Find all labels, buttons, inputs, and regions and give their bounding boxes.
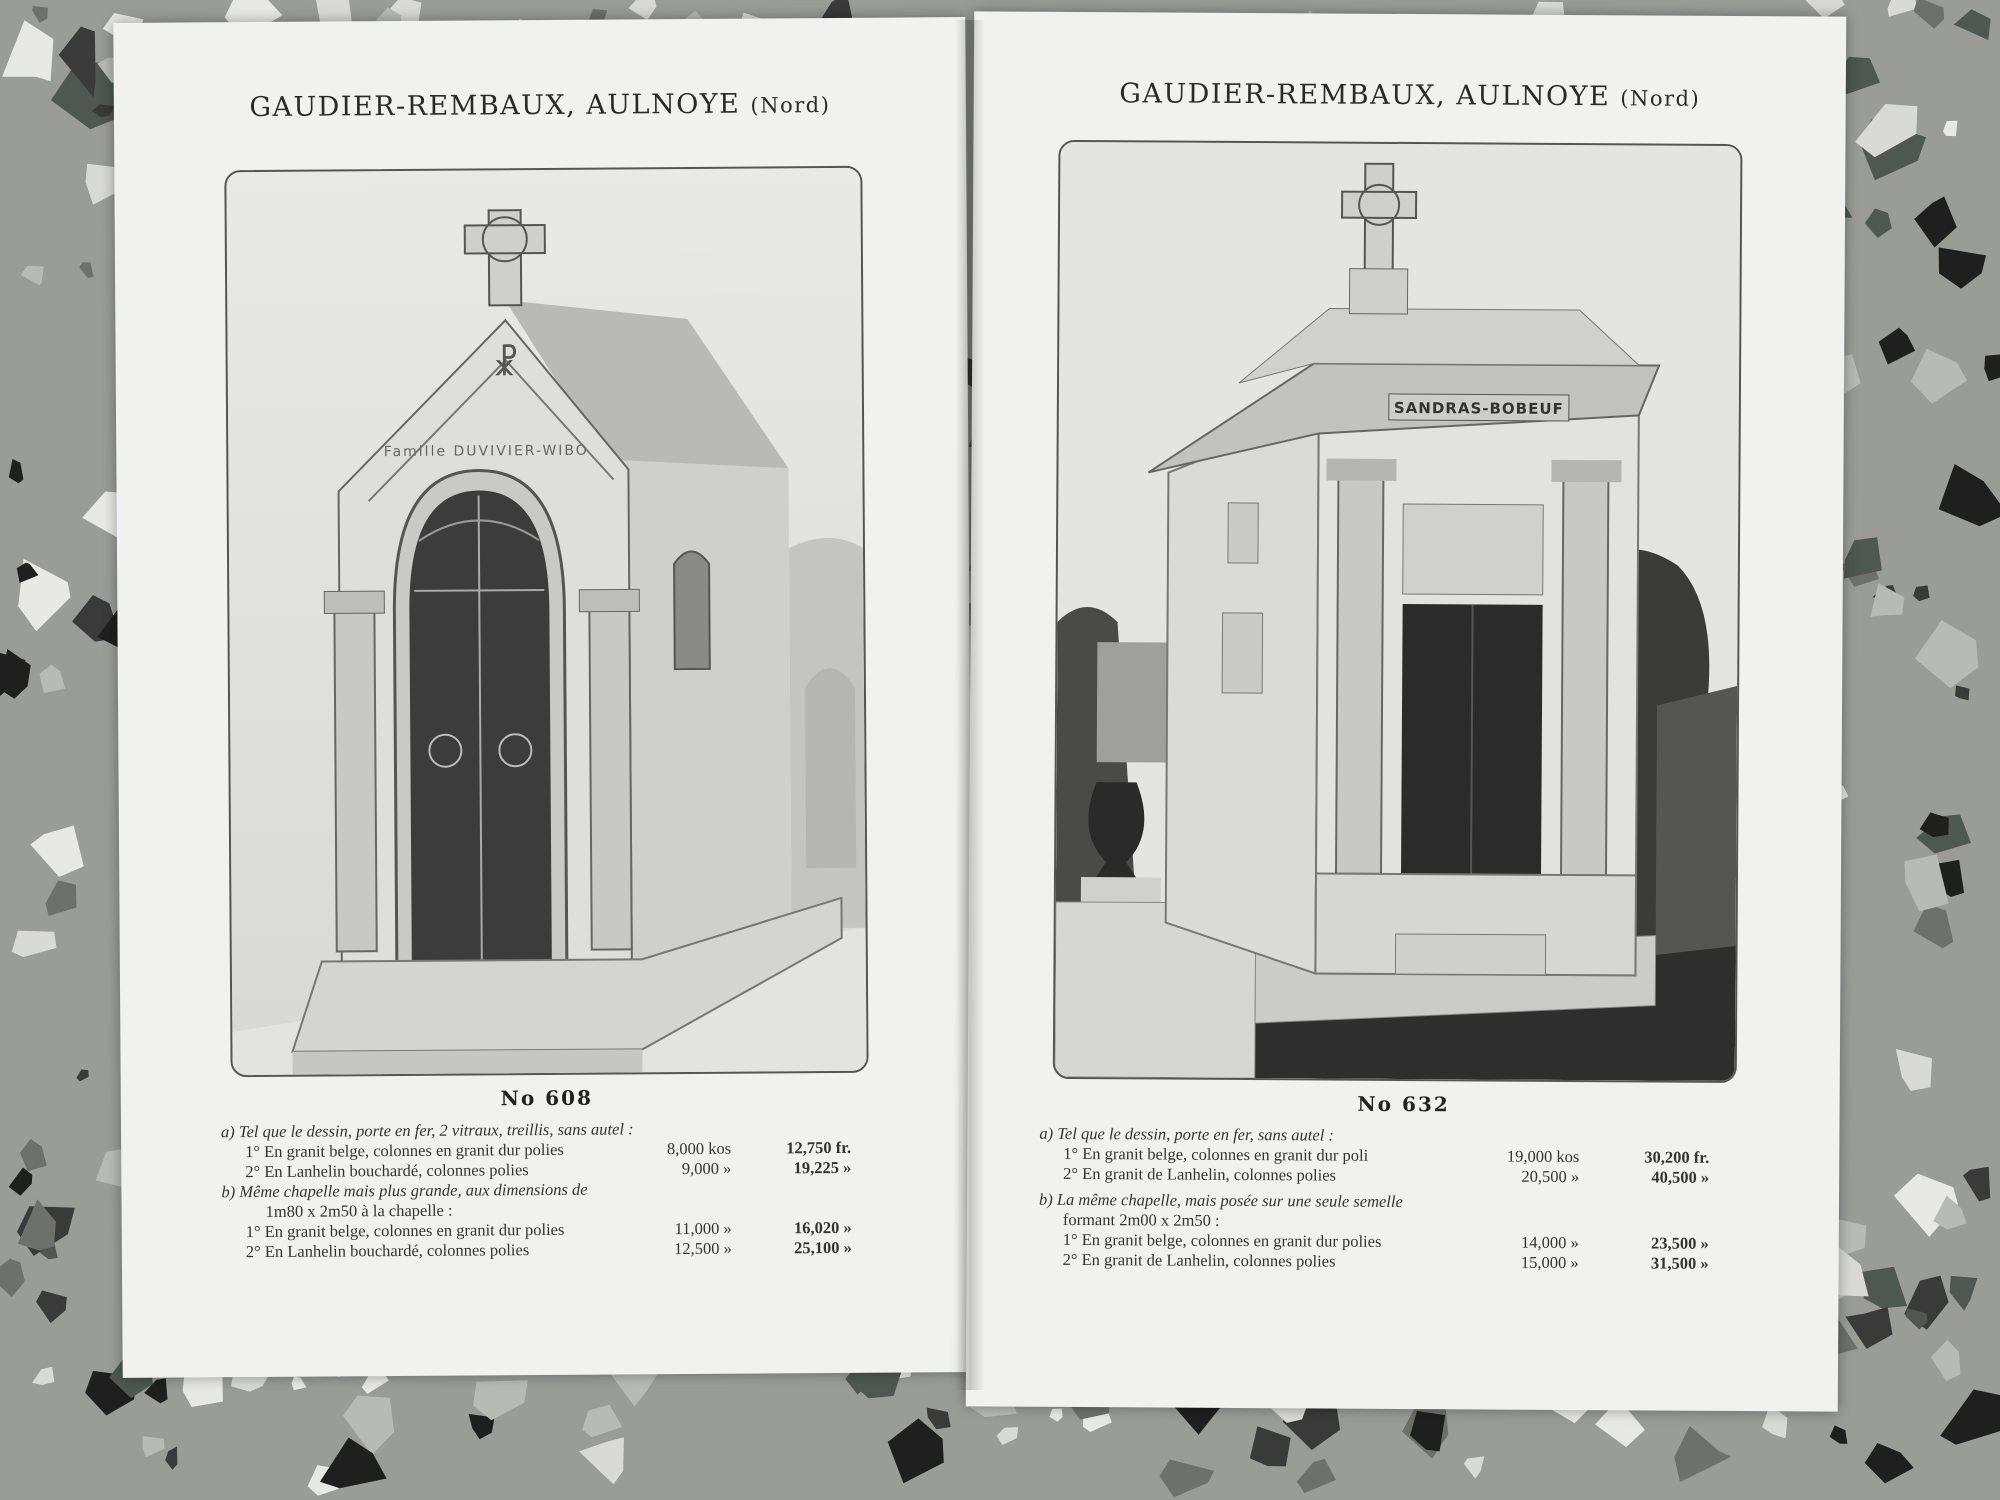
spec-632-b-heading: b) La même chapelle, mais posée sur une seule semelle (1038, 1189, 1403, 1211)
spec-632-b1-price: 23,500 » (1650, 1233, 1709, 1253)
spec-608-a1-weight: 8,000 kos (666, 1138, 732, 1159)
book-gutter (955, 20, 985, 1390)
spec-608-b2-weight: 12,500 » (674, 1238, 732, 1259)
spec-632-a-heading: a) Tel que le dessin, porte en fer, sans autel : (1039, 1123, 1335, 1145)
header-region: (Nord) (1620, 86, 1701, 111)
spec-632 (1039, 1124, 1760, 1274)
header-region: (Nord) (750, 92, 831, 118)
spec-608-a2-price: 19,225 » (793, 1157, 852, 1178)
spec-608 (221, 1117, 922, 1262)
right-page-header (974, 77, 1846, 113)
spec-608-b2-price: 25,100 » (794, 1237, 852, 1258)
spec-608-a-heading: a) Tel que le dessin, porte en fer, 2 vitraux, treillis, sans autel : (220, 1119, 634, 1142)
left-page (113, 17, 974, 1378)
mausoleum-608-plate (224, 166, 868, 1077)
mausoleum-632-plate (1053, 140, 1743, 1083)
spec-632-a1-weight: 19,000 kos (1506, 1146, 1580, 1167)
spec-608-a1-label: 1° En granit belge, colonnes en granit dur polies (245, 1139, 564, 1162)
svg-text:☧: ☧ (492, 344, 520, 385)
inscription-632: SANDRAS-BOBEUF (1393, 398, 1564, 418)
spec-632-a2-price: 40,500 » (1651, 1167, 1710, 1187)
spec-632-b2-weight: 15,000 » (1520, 1252, 1579, 1273)
spec-608-b1-price: 16,020 » (793, 1217, 852, 1238)
spec-608-a2-weight: 9,000 » (681, 1158, 732, 1179)
plate-number-608: No 608 (500, 1085, 594, 1111)
spec-632-b-dimensions: formant 2m00 x 2m50 : (1062, 1209, 1220, 1230)
spec-632-a2-weight: 20,500 » (1521, 1166, 1580, 1187)
spec-632-a1-label: 1° En granit belge, colonnes en granit dur poli (1063, 1143, 1369, 1165)
spec-608-b1-weight: 11,000 » (674, 1218, 732, 1239)
spec-632-b2-label: 2° En granit de Lanhelin, colonnes polies (1062, 1249, 1336, 1271)
spec-632-b1-weight: 14,000 » (1520, 1232, 1579, 1253)
spec-608-a2-label: 2° En Lanhelin bouchardé, colonnes polies (245, 1160, 529, 1182)
header-title: GAUDIER-REMBAUX, AULNOYE (1119, 78, 1611, 113)
chapel-632-photograph (1055, 142, 1741, 1081)
spec-632-a2-label: 2° En granit de Lanhelin, colonnes polies (1063, 1163, 1337, 1185)
spec-608-b-dimensions: 1m80 x 2m50 à la chapelle : (265, 1200, 453, 1221)
plate-number-632: No 632 (1357, 1091, 1450, 1117)
spec-632-b1-label: 1° En granit belge, colonnes en granit dur polies (1062, 1229, 1382, 1251)
spec-608-b2-label: 2° En Lanhelin bouchardé, colonnes polies (245, 1240, 530, 1262)
left-page-header (114, 87, 966, 124)
inscription-608: Famille DUVIVIER-WIBO (383, 442, 589, 461)
spec-608-b-heading: b) Même chapelle mais plus grande, aux dimensions de (221, 1179, 588, 1202)
spec-632-b2-price: 31,500 » (1650, 1253, 1709, 1273)
spec-608-b1-label: 1° En granit belge, colonnes en granit dur polies (245, 1219, 565, 1242)
chapel-608-illustration (226, 168, 866, 1075)
spec-608-a1-price: 12,750 fr. (786, 1137, 852, 1158)
spec-632-a1-price: 30,200 fr. (1644, 1147, 1710, 1167)
right-page (966, 11, 1847, 1411)
header-title: GAUDIER-REMBAUX, AULNOYE (249, 88, 741, 124)
